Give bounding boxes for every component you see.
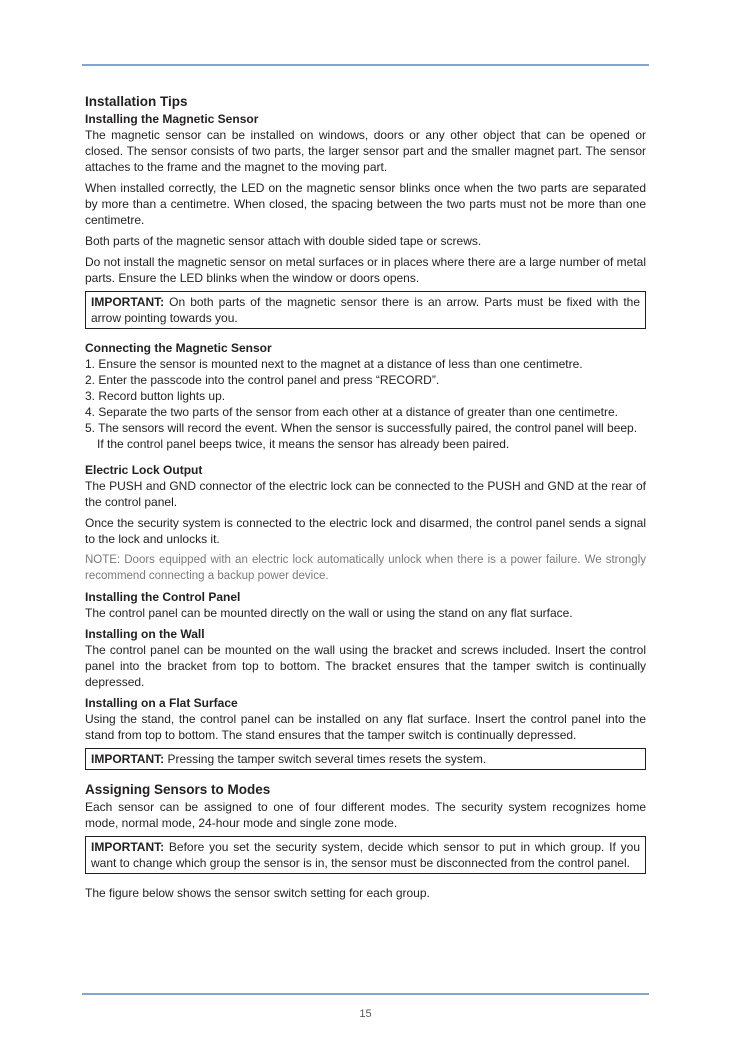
list-item: 2. Enter the passcode into the control panel and press “RECORD”. — [85, 373, 440, 387]
subheading-installing-control-panel: Installing the Control Panel — [85, 590, 241, 604]
header-rule — [82, 64, 649, 66]
subheading-electric-lock-output: Electric Lock Output — [85, 463, 203, 477]
subheading-installing-flat-surface: Installing on a Flat Surface — [85, 696, 238, 710]
paragraph: The control panel can be mounted on the wall using the bracket and screws included. Insert the control panel into the bracket from top to bottom. The bracket ensures that the tamper switch is continually depressed. — [85, 643, 646, 689]
list-item — [85, 420, 646, 452]
paragraph: When installed correctly, the LED on the magnetic sensor blinks once when the two parts are separated by more than a centimetre. When closed, the spacing between the two parts must not be more than one centimetre. — [85, 181, 646, 227]
important-box — [85, 836, 646, 874]
important-label: IMPORTANT: — [91, 295, 165, 309]
footer-rule — [82, 993, 649, 995]
paragraph: The control panel can be mounted directly on the wall or using the stand on any flat surface. — [85, 606, 573, 620]
paragraph: Both parts of the magnetic sensor attach with double sided tape or screws. — [85, 234, 482, 248]
important-text: On both parts of the magnetic sensor there is an arrow. Parts must be fixed with the arrow pointing towards you. — [91, 295, 640, 325]
page-number: 15 — [359, 1008, 372, 1020]
section-title-assigning-sensors: Assigning Sensors to Modes — [85, 782, 271, 797]
important-text: Pressing the tamper switch several times resets the system. — [164, 752, 487, 766]
important-label: IMPORTANT: — [91, 840, 165, 854]
paragraph: Do not install the magnetic sensor on metal surfaces or in places where there are a large number of metal parts. Ensure the LED blinks when the window or doors opens. — [85, 255, 646, 285]
paragraph: The figure below shows the sensor switch setting for each group. — [85, 886, 430, 900]
list-item: 1. Ensure the sensor is mounted next to the magnet at a distance of less than one centimetre. — [85, 357, 583, 371]
step-text: 5. The sensors will record the event. When the sensor is successfully paired, the control panel will beep. — [85, 421, 638, 435]
paragraph: Once the security system is connected to the electric lock and disarmed, the control panel sends a signal to the lock and unlocks it. — [85, 516, 646, 546]
note-text: NOTE: Doors equipped with an electric lock automatically unlock when there is a power failure. We strongly recommend connecting a backup power device. — [85, 554, 646, 582]
step-continuation: If the control panel beeps twice, it means the sensor has already been paired. — [97, 437, 510, 451]
paragraph: Each sensor can be assigned to one of four different modes. The security system recognizes home mode, normal mode, 24-hour mode and single zone mode. — [85, 800, 646, 830]
paragraph: The magnetic sensor can be installed on windows, doors or any other object that can be opened or closed. The sensor consists of two parts, the larger sensor part and the smaller magnet part. The sensor attaches to the frame and the magnet to the moving part. — [85, 128, 646, 174]
list-item: 3. Record button lights up. — [85, 389, 226, 403]
subheading-installing-magnetic-sensor: Installing the Magnetic Sensor — [85, 112, 259, 126]
important-text: Before you set the security system, decide which sensor to put in which group. If you want to change which group the sensor is in, the sensor must be disconnected from the control panel. — [91, 840, 640, 870]
important-label: IMPORTANT: — [91, 752, 165, 766]
paragraph: The PUSH and GND connector of the electric lock can be connected to the PUSH and GND at the rear of the control panel. — [85, 479, 646, 509]
important-box — [85, 291, 646, 329]
list-item: 4. Separate the two parts of the sensor from each other at a distance of greater than one centimetre. — [85, 405, 618, 419]
subheading-installing-on-wall: Installing on the Wall — [85, 627, 205, 641]
section-title-installation-tips: Installation Tips — [85, 94, 188, 109]
steps-list — [85, 356, 646, 452]
page-content — [85, 93, 646, 906]
paragraph: Using the stand, the control panel can be installed on any flat surface. Insert the control panel into the stand from top to bottom. The stand ensures that the tamper switch is continually depressed. — [85, 712, 646, 742]
subheading-connecting-magnetic-sensor: Connecting the Magnetic Sensor — [85, 341, 272, 355]
important-box — [85, 748, 646, 770]
